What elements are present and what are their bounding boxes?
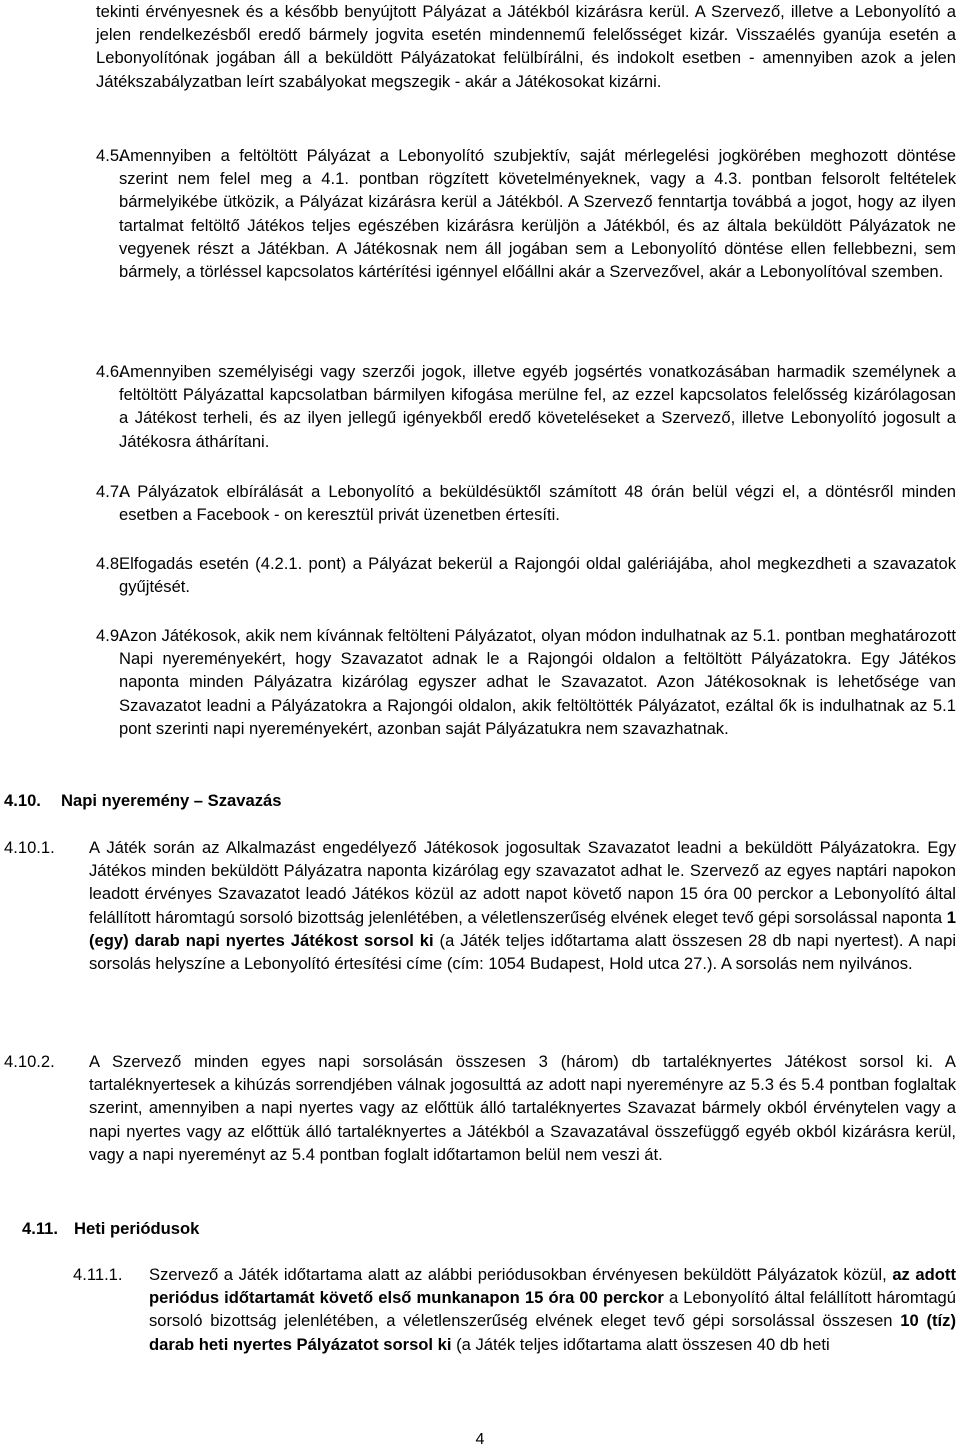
section-4-5 (96, 144, 956, 283)
section-4-7 (96, 480, 956, 526)
section-text: Azon Játékosok, akik nem kívánnak feltölteni Pályázatot, olyan módon indulhatnak az 5.1. pontban meghatározott Napi nyereményekért, hogy Szavazatot adnak le a Rajongói oldalon a feltöltött Pályázatokra. Egy Játékos naponta minden Pályázatra kizárólag egyszer adhat le Szavazatot. Azon Játékosoknak is lehetősége van Szavazatot leadni a Pályázatokra a Rajongói oldalon, akik feltöltötték Pályázatot, ezáltal ők is indulhatnak az 5.1 pont szerinti napi nyereményekért, azonban saját Pályázatukra nem szavazhatnak. (119, 626, 956, 738)
section-number: 4.7. (96, 482, 124, 501)
section-4-6 (96, 360, 956, 453)
page-number: 4 (475, 1431, 485, 1448)
section-number: 4.8. (96, 554, 124, 573)
section-title: Napi nyeremény – Szavazás (61, 791, 282, 810)
section-4-11-1 (73, 1263, 956, 1356)
section-text: A Pályázatok elbírálását a Lebonyolító a beküldésüktől számított 48 órán belül végzi el, a döntésről minden esetben a Facebook - on keresztül privát üzenetben értesíti. (119, 482, 956, 525)
bold-phrase: 10 (tíz) darab heti nyertes Pályázatot sorsol ki (149, 1311, 956, 1354)
section-number: 4.10.1. (4, 838, 55, 857)
section-text: Szervező a Játék időtartama alatt az alábbi periódusokban érvényesen beküldött Pályázatok közül, az adott periódus időtartamát követő első munkanapon 15 óra 00 perckor a Lebonyolító által felállított háromtagú sorsoló bizottság jelenlétében, a véletlenszerűség elvének eleget tevő gépi sorsolással összesen 10 (tíz) darab heti nyertes Pályázatot sorsol ki (a Játék teljes időtartama alatt összesen 40 db heti (149, 1265, 957, 1354)
section-text: A Szervező minden egyes napi sorsolásán összesen 3 (három) db tartaléknyertes Játékost sorsol ki. A tartaléknyertesek a kihúzás sorrendjében válnak jogosulttá az adott napi nyereményre az 5.3 és 5.4 pontban foglaltak szerint, amennyiben a napi nyertes vagy az előttük álló tartaléknyertes Szavazat bármely okból érvénytelen vagy a napi nyertes vagy az előttük álló tartaléknyertes a Játékból a Szavazatával összefüggő egyéb okból kizárásra kerül, vagy a napi nyereményt az 5.4 pontban foglalt időtartamon belül nem veszi át. (89, 1052, 956, 1164)
section-number: 4.6. (96, 362, 124, 381)
section-4-11-heading (22, 1217, 822, 1240)
section-number: 4.10.2. (4, 1052, 55, 1071)
section-text: Amennyiben személyiségi vagy szerzői jogok, illetve egyéb jogsértés vonatkozásában harmadik személynek a feltöltött Pályázattal kapcsolatban bármilyen kifogása merülne fel, az ezzel kapcsolatos felelősség kizárólagosan a Játékost terheli, és az ilyen jellegű igényekből eredő követeléseket a Szervező, illetve Lebonyolító jogosult a Játékosra áthárítani. (119, 362, 956, 451)
section-number: 4.11.1. (73, 1265, 123, 1284)
section-4-8 (96, 552, 956, 598)
section-text: Amennyiben a feltöltött Pályázat a Lebonyolító szubjektív, saját mérlegelési jogkörében meghozott döntése szerint nem felel meg a 4.1. pontban rögzített követelményeknek, vagy a 4.3. pontban felsorolt feltételek bármelyikébe ütközik, a Pályázat kizárásra kerül a Játékból. A Szervező fenntartja továbbá a jogot, hogy az ilyen tartalmat feltöltő Játékos teljes egészében kizárásra kerüljön a Játékból, és az általa beküldött Pályázatok ne vegyenek részt a Játékban. A Játékosnak nem áll jogában sem a Lebonyolító döntése ellen fellebbezni, sem bármely, a törléssel kapcsolatos kártérítési igénnyel előállni akár a Szervezővel, akár a Lebonyolítóval szemben. (119, 146, 956, 282)
bold-phrase: az adott periódus időtartamát követő első munkanapon 15 óra 00 perckor (149, 1265, 956, 1308)
section-4-10-heading (4, 789, 804, 812)
section-number: 4.10. (4, 791, 41, 810)
section-number: 4.5. (96, 146, 124, 165)
section-4-10-2 (4, 1050, 956, 1166)
section-number: 4.11. (22, 1219, 58, 1238)
bold-phrase: 1 (egy) darab napi nyertes Játékost sorsol ki (89, 907, 956, 950)
section-number: 4.9. (96, 626, 124, 645)
section-4-10-1 (4, 836, 956, 975)
intro-paragraph: tekinti érvényesnek és a később benyújtott Pályázat a Játékból kizárásra kerül. A Szervező, illetve a Lebonyolító a jelen rendelkezésből eredő bármely jogvita esetén mindennemű felelősséget kizár. Visszaélés gyanúja esetén a Lebonyolítónak jogában áll a beküldött Pályázatokat felülbírálni, és indokolt esetben - amennyiben azok a jelen Játékszabályzatban leírt szabályokat megszegik - akár a Játékosokat kizárni. (96, 2, 956, 91)
section-title: Heti periódusok (74, 1219, 200, 1238)
section-text: Elfogadás esetén (4.2.1. pont) a Pályázat bekerül a Rajongói oldal galériájába, ahol megkezdheti a szavazatok gyűjtését. (119, 554, 956, 597)
section-text: A Játék során az Alkalmazást engedélyező Játékosok jogosultak Szavazatot leadni a beküldött Pályázatokra. Egy Játékos minden beküldött Pályázatra naponta kizárólag egy szavazatot adhat le. Szervező az egyes naptári napokon leadott érvényes Szavazatot leadó Játékos közül az adott napot követő napon 15 óra 00 perckor a Lebonyolító által felállított háromtagú sorsoló bizottság jelenlétében, a véletlenszerűség elvének eleget tevő gépi sorsolással naponta 1 (egy) darab napi nyertes Játékost sorsol ki (a Játék teljes időtartama alatt összesen 28 db napi nyertest). A napi sorsolás helyszíne a Lebonyolító értesítési címe (cím: 1054 Budapest, Hold utca 27.). A sorsolás nem nyilvános. (89, 838, 956, 974)
section-4-9 (96, 624, 956, 740)
